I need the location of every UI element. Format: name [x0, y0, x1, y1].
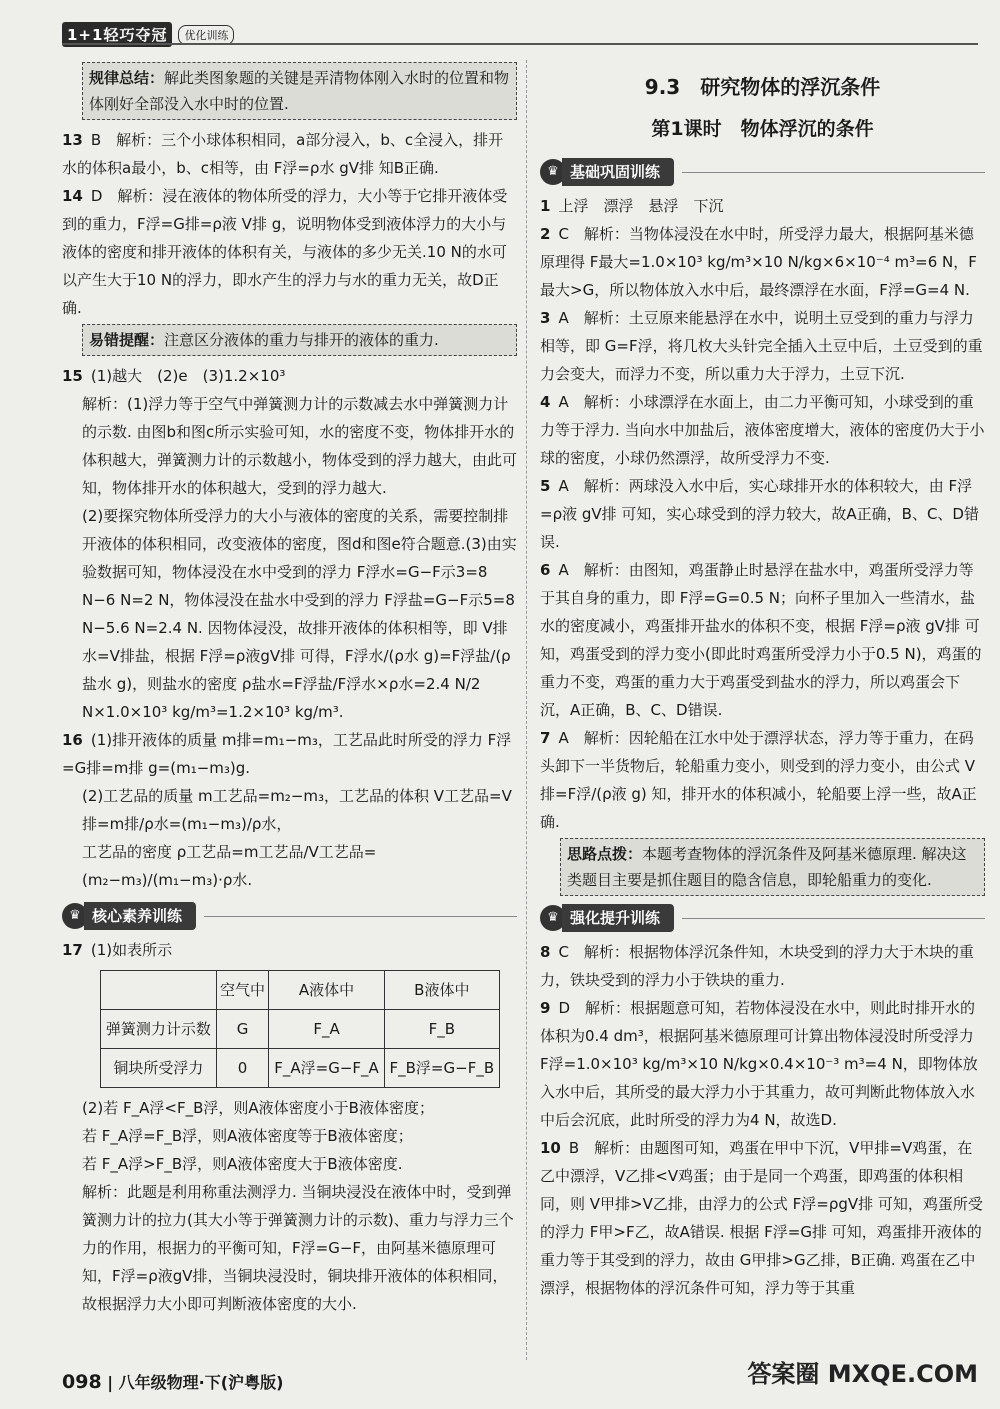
question-16-part-2: (2)工艺品的质量 m工艺品=m₂−m₃，工艺品的体积 V工艺品=V排=m排/ρ水=(m₁−m₃)/ρ水，: [82, 787, 512, 833]
question-15-analysis-2: (2)要探究物体所受浮力的大小与液体的密度的关系，需要控制排开液体的体积相同，改变液体的密度，图d和图e符合题意.(3)由实验数据可知，物体浸没在水中受到的浮力 F浮水=G−F示3=8 N−6 N=2 N，物体浸没在盐水中受到的浮力 F浮盐=G−F示5=8 N−5.6 N=2.4 N. 因物体浸没，故排开液体的体积相等，即 V排水=V排盐，根据 F浮=ρ液gV排 可得，F浮水/(ρ水 g)=F浮盐/(ρ盐水 g)，则盐水的密度 ρ盐水=F浮盐/F浮水×ρ水=2.4 N/2 N×1.0×10³ kg/m³=1.2×10³ kg/m³.: [82, 507, 517, 721]
question-16: 16 (1)排开液体的质量 m排=m₁−m₃，工艺品此时所受的浮力 F浮=G排=m排 g=(m₁−m₃)g.: [62, 731, 512, 777]
rule-summary-box: 规律总结：解此类图象题的关键是弄清物体刚入水时的位置和物体刚好全部没入水中时的位置.: [82, 62, 517, 120]
question-14: 14 D 解析：浸在液体的物体所受的浮力，大小等于它排开液体受到的重力，F浮=G排=ρ液 V排 g，说明物体受到液体浮力的大小与液体的密度和排开液体的体积有关，与液体的多少无关.10 N的水可以产生大于10 N的浮力，即水产生的浮力与水的重力无关，故D正确.: [62, 187, 508, 317]
table-row: 铜块所受浮力 0 F_A浮=G−F_A F_B浮=G−F_B: [101, 1049, 500, 1088]
section-band-strong: ♛ 强化提升训练: [540, 904, 985, 932]
question-5: 5 A 解析：两球没入水中后，实心球排开水的体积较大，由 F浮=ρ液 gV排 可知，实心球受到的浮力较大，故A正确，B、C、D错误.: [540, 477, 979, 551]
question-17-line-1: (2)若 F_A浮<F_B浮，则A液体密度小于B液体密度；: [82, 1099, 434, 1117]
question-6: 6 A 解析：由图知，鸡蛋静止时悬浮在盐水中，鸡蛋所受浮力等于其自身的重力，即 F浮=G=0.5 N；向杯子里加入一些清水，盐水的密度减小，鸡蛋排开盐水的体积不变，根据 F浮=ρ液 gV排 可知，鸡蛋受到的浮力变小(即此时鸡蛋所受浮力小于0.5 N)，鸡蛋的重力不变，鸡蛋的重力大于鸡蛋受到盐水的浮力，所以鸡蛋会下沉，A正确，B、C、D错误.: [540, 561, 982, 719]
table-row: 空气中 A液体中 B液体中: [101, 971, 500, 1010]
table-row: 弹簧测力计示数 G F_A F_B: [101, 1010, 500, 1049]
section-band-core: ♛ 核心素养训练: [62, 902, 517, 930]
question-7: 7 A 解析：因轮船在江水中处于漂浮状态，浮力等于重力，在码头卸下一半货物后，轮船重力变小，则受到的浮力变小，由公式 V排=F浮/(ρ液 g) 知，排开水的体积减小，轮船要上浮一些，故A正确.: [540, 729, 977, 831]
question-17-analysis: 解析：此题是利用称重法测浮力. 当铜块浸没在液体中时，受到弹簧测力计的拉力(其大小等于弹簧测力计的示数)、重力与浮力三个力的作用，根据力的平衡可知，F浮=G−F，由阿基米德原理可知，F浮=ρ液gV排，当铜块浸没时，铜块排开液体的体积相同，故根据浮力大小即可判断液体密度的大小.: [82, 1183, 514, 1313]
footer-sep: |: [107, 1373, 114, 1392]
question-9: 9 D 解析：根据题意可知，若物体浸没在水中，则此时排开水的体积为0.4 dm³，根据阿基米德原理可计算出物体浸没时所受浮力 F浮=1.0×10³ kg/m³×10 N/kg×0.4×10⁻³ m³=4 N，即物体放入水中后，其所受的最大浮力小于其重力，故可判断此物体放入水中后会沉底，此时所受的浮力为4 N，故选D.: [540, 999, 978, 1129]
section-title: 9.3 研究物体的浮沉条件: [644, 75, 881, 99]
question-16-part-3: 工艺品的密度 ρ工艺品=m工艺品/V工艺品=(m₂−m₃)/(m₁−m₃)·ρ水.: [82, 843, 377, 889]
question-15-analysis-1: 解析：(1)浮力等于空气中弹簧测力计的示数减去水中弹簧测力计的示数. 由图b和图c所示实验可知，水的密度不变，物体排开水的体积越大，弹簧测力计的示数越小，物体受到的浮力越大，由此可知，物体排开水的体积越大，受到的浮力越大.: [82, 395, 518, 497]
question-2: 2 C 解析：当物体浸没在水中时，所受浮力最大，根据阿基米德原理得 F最大=1.0×10³ kg/m³×10 N/kg×6×10⁻⁴ m³=6 N，F最大>G，所以物体放入水中后，最终漂浮在水面，F浮=G=4 N.: [540, 225, 977, 299]
question-13: 13 B 解析：三个小球体积相同，a部分浸入，b、c全浸入，排开水的体积a最小，b、c相等，由 F浮=ρ水 gV排 知B正确.: [62, 131, 504, 177]
column-divider: [526, 60, 527, 1360]
question-17-line-2: 若 F_A浮=F_B浮，则A液体密度等于B液体密度；: [82, 1127, 413, 1145]
left-column: [62, 60, 517, 1318]
right-column: [540, 60, 985, 1302]
question-15: 15 (1)越大 (2)e (3)1.2×10³: [62, 367, 286, 385]
question-3: 3 A 解析：土豆原来能悬浮在水中，说明土豆受到的重力与浮力相等，即 G=F浮，将几枚大头针完全插入土豆中后，土豆受到的重力会变大，而浮力不变，所以重力大于浮力，土豆下沉.: [540, 309, 983, 383]
lesson-title: 第1课时 物体浮沉的条件: [651, 118, 874, 140]
question-8: 8 C 解析：根据物体浮沉条件知，木块受到的浮力大于木块的重力，铁块受到的浮力小于铁块的重力.: [540, 943, 974, 989]
section-band-basic: ♛ 基础巩固训练: [540, 158, 985, 186]
header-rule: [62, 43, 978, 45]
page-number: 098: [62, 1371, 102, 1393]
hint-box: 思路点拨：本题考查物体的浮沉条件及阿基米德原理. 解决这类题目主要是抓住题目的隐含信息，即轮船重力的变化.: [560, 838, 985, 896]
question-17: 17 (1)如表所示: [62, 941, 173, 959]
watermark: 答案圈 MXQE.COM: [747, 1360, 978, 1388]
brand-badge: 优化训练: [178, 25, 234, 45]
page-footer: [62, 1370, 283, 1393]
crown-icon: ♛: [62, 903, 88, 929]
question-17-line-3: 若 F_A浮>F_B浮，则A液体密度大于B液体密度.: [82, 1155, 403, 1173]
answer-table: [100, 970, 500, 1088]
question-10: 10 B 解析：由题图可知，鸡蛋在甲中下沉，V甲排=V鸡蛋，在乙中漂浮，V乙排<V鸡蛋；由于是同一个鸡蛋，即鸡蛋的体积相同，则 V甲排>V乙排，由浮力的公式 F浮=ρgV排 可知，鸡蛋所受的浮力 F甲>F乙，故A错误. 根据 F浮=G排 可知，鸡蛋排开液体的重力等于其受到的浮力，故由 G甲排>G乙排，B正确. 鸡蛋在乙中漂浮，根据物体的浮沉条件可知，浮力等于其重: [540, 1139, 983, 1297]
error-tip-box: 易错提醒：注意区分液体的重力与排开的液体的重力.: [82, 324, 517, 356]
question-1: 1 上浮 漂浮 悬浮 下沉: [540, 197, 724, 215]
book-title: 八年级物理·下(沪粤版): [118, 1373, 284, 1392]
brand-logo: 1+1轻巧夺冠: [62, 22, 172, 47]
question-4: 4 A 解析：小球漂浮在水面上，由二力平衡可知，小球受到的重力等于浮力. 当向水中加盐后，液体密度增大，液体的密度仍大于小球的密度，小球仍然漂浮，故所受浮力不变.: [540, 393, 985, 467]
crown-icon: ♛: [540, 905, 566, 931]
crown-icon: ♛: [540, 159, 566, 185]
